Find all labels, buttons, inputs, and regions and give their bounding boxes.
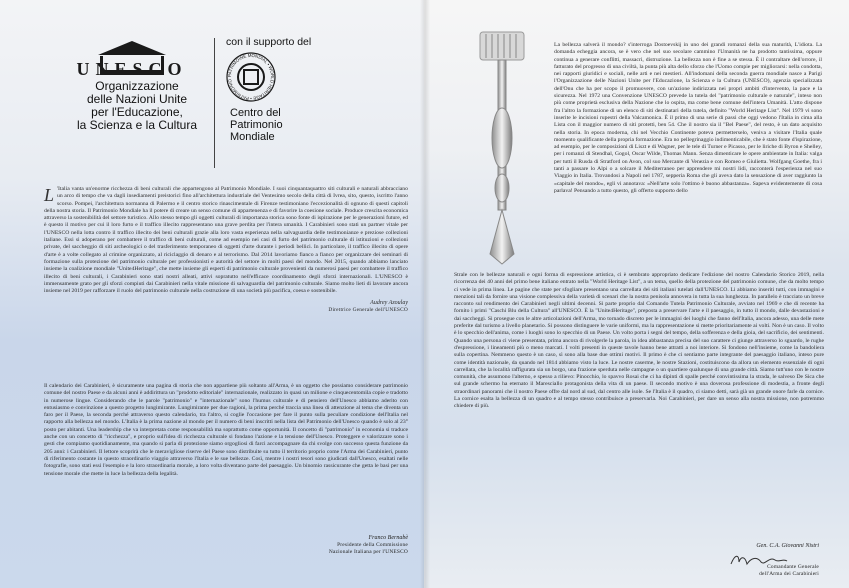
nistri-signer: Gen. C.A. Giovanni Nistri <box>756 543 819 549</box>
unesco-foreword <box>44 186 408 314</box>
carabinieri-plume-artifact-icon <box>462 28 542 268</box>
foreword-signer-role: Direttrice Generale dell'UNESCO <box>328 307 408 314</box>
nistri-signer-role-2: dell'Arma dei Carabinieri <box>759 570 819 577</box>
foreword-signer: Audrey Azoulay <box>370 300 408 307</box>
header-divider <box>214 38 215 168</box>
unesco-logo <box>62 40 202 76</box>
svg-text:UNESCO: UNESCO <box>76 60 188 78</box>
commission-body: Il calendario dei Carabinieri, è sicuramente una pagina di storia che non appartiene più soltanto all'Arma, è un oggetto che possiamo considerare patrimonio comune del nostro Paese e da alcuni anni è addirittura un "prodotto editoriale" internazionale, realizzato in quasi un milione e cinquecentomila copie e tradotto in numerose lingue. Considerando che le parole "patrimonio" e "internazionale" sono l'humus culturale e di pensiero dell'Unesco abbiamo aderito con entusiasmo e convinzione a questo progetto lungimirante. Lungimirante per due ragioni, la prima perché traccia una linea di attenzione al tema che diventa un faro per il Paese, la seconda perché attraverso questo calendario, tra l'altro, si coglie l'occasione per fare il punto sulla peculiare condizione dell'Italia nel rapporto alla bellezza nel mondo. L'Italia è la prima nazione al mondo per il numero di beni inscritti nella lista del Patrimonio dell'Unesco quando è solo al 23° posto per abitanti. Una leadership che va interpretata come responsabilità ma soprattutto come opportunità. Il concetto di "patrimonio" in economia si traduce anche con un concetto di "ricchezza", e proprio sull'idea di ricchezza culturale si fondano l'azione e la tensione dell'Unesco. Proteggere e valorizzare sono i gesti che compiamo quotidianamente, ma quando si parla di protezione siamo orgogliosi di farci accompagnare da chi svolge con successo questa funzione da 205 anni: i Carabinieri. Il lettore scoprirà che le meravigliose riserve del Paese sono distribuite su tutto il territorio proprio come l'Arma dei Carabinieri, punto di riferimento costante in questo straordinario viaggio attraverso l'Italia e le sue bellezze. Così, mentre i nostri tesori sono giudicati dall'Unesco, esaltati nelle fotografie, sono stati essi l'esempio e la loro straordinaria morale, a loro volta diventano parte del paesaggio. Un binomio rassicurante che getta le basi per una tensione morale che mette in luce la bellezza della legalità. <box>44 383 408 477</box>
commission-signature-block <box>208 530 408 555</box>
nistri-main-body: Strale con le bellezze naturali e ogni forma di espressione artistica, ci è sembrato appropriato dedicare l'edizione del nostro Calendario Storico 2019, nella ricorrenza dei 40 anni del primo bene italiano entrato nella "World Heritage List", a un tema, quello della protezione del patrimonio comune, che da molto tempo ci vede in prima linea. Le pagine che state per sfogliare presentano una carrellata dei siti italiani tutelati dall'UNESCO. Li abbiamo inseriti tutti, con immagini e menzioni tali da fornire una visione complessiva della varietà di scenari che la nostra penisola annovera in tutta la sua lunghezza. In parallelo è tracciato un breve racconto sul rendimento dei Carabinieri negli ultimi decenni. Si parte proprio dal Comando Tutela Patrimonio Culturale, avviato nel 1969 e che di recente ha fornito i primi "Caschi Blu della Cultura" all'UNESCO. È la "Unite4Heritage", preposta a preservare l'arte e il paesaggio, in tutto il mondo, dalle devastazioni e dai saccheggi. Si prosegue con le altre articolazioni dell'Arma, mo tornado discreto per le immagini dei luoghi che fanno dell'Italia, ancora adesso, una delle mete preferite dal turismo a livello planetario. Si possono distinguere le varie uniformi, ma la rappresentazione si mette prioritariamente ai volti. Non è un caso. Il volto è lo specchio dell'anima, come i luoghi sono lo specchio di un Paese. Un volto porta i segni del tempo, della sofferenza e della gioia, del sacrificio, dei sentimenti. Quando una persona ci viene presentata, prima ancora di rivolgerle la parola, in idea abbastanza precisa del suo carattere ci giunge attraverso lo sguardo, le rughe d'espressione, i lineamenti più o meno marcati. I volti presenti in queste tavole hanno bene attratti a noi interiore. Si fondono nell'insieme, come la bandoliera sulla copertina. Nemmeno questo è un caso, sì sono alla base due ottimi motivi. Il primo è che ci sentiamo parte integrante del paesaggio italiano, inteso pure come identità nazionale, da quando nel 1814 abbiamo visto la luce. Le nostre caserme, le nostre Stazioni, costituiscono da allora un elemento essenziale di ogni carrellata, che la località raffigurata sia un borgo, una frazione sperduta nelle campagne o un quartiere qualunque di una grande città. Siamo tutt'uno con le nostre comunità, che assumono l'alterno, e spesso a rilievo: Pinocchio, lo spavvo Rosai che ci ha dipinti di spalle perché convintissima la strada, le salveso De Sica che sul grande schermo ha eternato il Maresciallo protagonista della vita di un paese. Il secondo motivo è una doverosa professione di modestia, a fronte degli straordinari panorami che il nostro Paese offre dal nord al sud, dal centro alle isole. Se l'Italia è il quadro, ci siamo detti, sarà già un grande onore farle da cornice. La cornice esalta la bellezza di un quadro e al tempo stesso contribuisce a preservarla. Noi Carabinieri, per dare un senso alla nostra missione, non potremmo chiedere di più. <box>454 272 824 410</box>
commission-signer: Franco Bernabè <box>368 535 408 541</box>
nistri-main-column <box>454 272 824 411</box>
left-page <box>0 0 424 588</box>
world-heritage-emblem-icon <box>224 50 278 104</box>
commission-signer-role-1: Presidente della Commissione <box>337 542 408 548</box>
nistri-intro-body: La bellezza salverà il mondo? s'interroga Dostoevskij in uno dei grandi romanzi della sua maturità, L'idiota. La domanda echeggia ancora, se è vero che nel suo secolare cammino l'Umanità ne ha prodotto tantissima, oppure continua a generare conflitti, massacri, distruzione. La bellezza non è fine a se stessa. È il contraltare dell'orrore, il fatturato del progresso di una civiltà, la punta più alta dello sforzo che l'Uomo compie per migliorarsi: nella condotta, nei rapporti giuridici e sociali, nelle arti e nei mestieri. All'indomani della seconda guerra mondiale nasce a Parigi l'Organizzazione delle Nazioni Unite per l'Educazione, la Scienza e la Cultura (UNESCO), agenzia specializzata dell'Onu che ha per scopo il promuovere, con un'azione indirizzata nei propri ambiti d'intervento, la pace e la sicurezza. Nel 1972 una Convenzione UNESCO prevede la tutela del "patrimonio culturale e naturale", inteso non più come proprietà esclusiva della Nazione che lo ospita, ma come bene comune dell'intera Umanità. L'atto dispone fra l'altro la formazione di un elenco di siti destinatari della tutela, definito "World Heritage List". Nel 1979 vi sono inserite le incisioni rupestri della Valcamonica. È il primo di una serie di passi che oggi vedono l'Italia in cima alla Lista con il maggior numero di siti protetti, ben 54. Che il nostro sia il "Bel Paese", del resto, è un dato acquisito nella storia. In epoca moderna, chi nel Vecchio Continente poteva permetterselo, veniva a visitare l'Italia quale momento qualificante della propria formazione. Era no pellegrinaggio indimenticabile, che è stato fonte d'ispirazione, ad esempio, per le composizioni di Liszt e di Wagner, per le tele di Turner e Picasso, per le liriche di Byron e Shelley, per i romanzi di Stendhal, Gogol, Oscar Wilde, Thomas Mann. Senza dimenticare le opere ambientate in Italia: valga per tutti il Rusda di Stratford on Avon, col suo Mercante di Venezia e con Romeo e Giulietta. Wolfgang Goethe, fra i tanti a passare lo Alpi o a solcare il Mediterraneo per apprendere mi nostri lidi, racconterà l'esperienza nel suo Viaggio in Italia. Trovandosi a Napoli nel 1787, sepperia Roma che gli aveva dato la sensazione di aver raggiunto la «capitale del mondo», egli vi annotava: «Nell'arte solo l'ottimo è buono abbastanza». Sapeva evidentemente di cosa parlava! Pensando a tutto questo, gli offerto supporto dello <box>554 42 822 194</box>
drop-cap: L <box>44 185 55 205</box>
whc-name: Centro del Patrimonio Mondiale <box>230 107 283 143</box>
commission-signer-role-2: Nazionale Italiana per l'UNESCO <box>328 548 408 555</box>
nistri-signer-role-1: Comandante Generale <box>767 564 819 570</box>
nistri-intro-column <box>554 42 822 195</box>
unesco-wordmark <box>62 60 202 78</box>
handwritten-signature <box>729 552 789 568</box>
unesco-org-name: Organizzazione delle Nazioni Unite per l'Educazione, la Scienza e la Cultura <box>76 79 198 132</box>
foreword-body: 'Italia vanta un'enorme ricchezza di beni culturali che appartengono al Patrimonio Mondiale. I suoi cinquantaquattro siti culturali e naturali abbracciano un arco di tempo che va dagli insediamenti preistorici fino all'architettura industriale del Ventesimo secolo della città di Ivrea, sito, questo, iscritto l'anno scorso. Pompei, l'architettura normanna di Palermo e il centro storico rinascimentale di Firenze testimoniano l'eccezionalità di ognuno di questi capitoli della nostra storia. Il Patrimonio Mondiale ha il potere di creare un senso comune di appartenenza e di favorire la coesione sociale. Produce crescita economica attraverso la sostenibilità del settore turistico. Allo stesso tempo gli oggetti culturali di importanza storica sono fonte di ispirazione per le generazioni future, ed è questo il motivo per cui il loro furto e il traffico illecito rappresentano una grave perdita per l'intera umanità. I Carabinieri sono stati un partner vitale per l'UNESCO nella lotta contro il traffico illecito dei beni culturali grazie alla loro vasta esperienza nella salvaguardia delle testimonianze e preziose collezioni italiane. Essi si adoperano per combattere il traffico di beni culturali, come ad esempio nei casi di furto del patrimonio culturale di istituzioni e collezioni private, del saccheggio di siti archeologici o del trasferimento temporaneo di oggetti d'arte durante i periodi bellici. In particolare, il traffico illecito di opere d'arte è a volte collegato al crimine organizzato, al riciclaggio di denaro e al terrorismo. Dal 2014 lavoriamo fianco a fianco per organizzare dei seminari di formazione sulla protezione del patrimonio culturale per professionisti e autorità del settore in molti paesi del mondo. Nel 2015, quando abbiamo lanciato insieme la coalizione mondiale "Unite4Heritage", che mette insieme gli esperti di patrimonio culturale provenienti da numerosi paesi per combattere il traffico illecito di beni culturali, i Carabinieri sono stati nostri alleati, attivi sopratutto nell'efficace coordinamento degli sforzi internazionali. L'UNESCO è immensamente grato per gli sforzi compiuti dai Carabinieri nella vitale missione di salvaguardia del patrimonio culturale. Siamo molto lieti di lavorare ancora insieme nel 2019 per rafforzare il ruolo del patrimonio culturale nella costruzione di una società più pacifica, coesa e sostenibile. <box>44 186 408 295</box>
page-gutter <box>420 0 430 588</box>
svg-text:PATRIMOINE MONDIAL • WORLD HER: PATRIMOINE MONDIAL • WORLD HERITAGE • PATRIMONIO <box>226 52 276 102</box>
commission-foreword <box>44 383 408 478</box>
support-label: con il supporto del <box>226 36 312 48</box>
